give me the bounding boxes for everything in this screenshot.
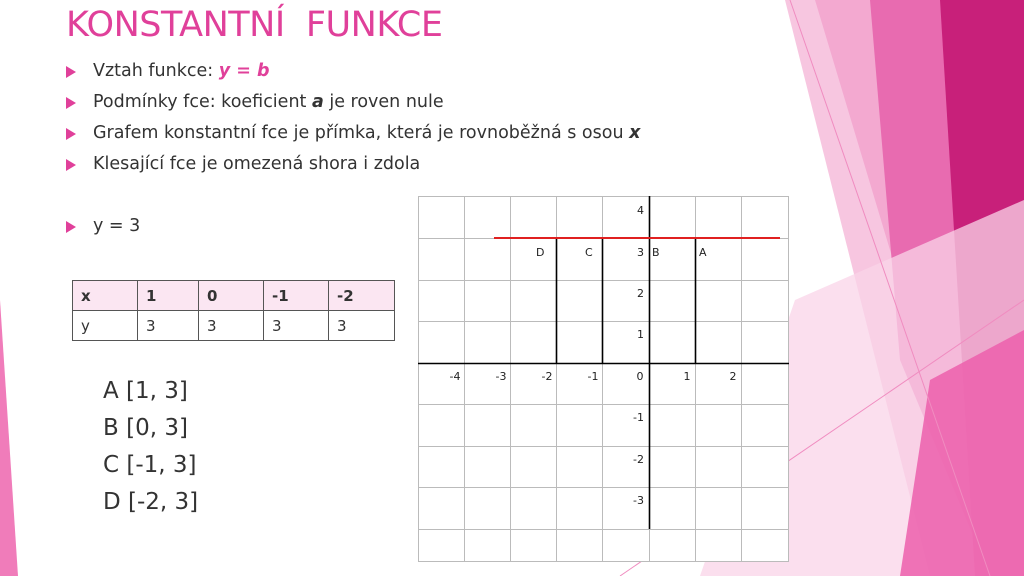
table-cell: y [73,311,138,341]
y-tick-label: 4 [637,204,644,217]
point-label-d: D [536,246,545,259]
bullet-relationship [66,56,640,87]
table-cell: -2 [329,281,395,311]
table-header-row [73,281,395,311]
table-cell: 3 [138,311,199,341]
y-tick-label: 3 [637,246,644,259]
bullet-text: Podmínky fce: koeficient [93,92,312,112]
coefficient-emphasis: a [311,92,324,112]
bullet-arrow-icon [66,221,76,233]
value-table [72,280,395,341]
point-label-b: B [652,246,660,259]
y-tick-label: 1 [637,328,644,341]
axis-emphasis: x [629,123,641,143]
table-cell: -1 [264,281,329,311]
table-row [73,311,395,341]
point-label-a: A [699,246,707,259]
table-cell: 3 [199,311,264,341]
bullet-text-suffix: je roven nule [323,92,444,112]
points-list [103,373,198,521]
point-label-c: C [585,246,593,259]
bullet-text: Klesající fce je omezená shora i zdola [93,154,421,174]
formula-emphasis: y = b [218,61,270,81]
table-cell: 1 [138,281,199,311]
x-tick-label: -2 [541,370,553,383]
bullet-arrow-icon [66,128,76,140]
bullet-arrow-icon [66,66,76,78]
bullet-text: y = 3 [93,216,141,236]
bullet-graph [66,118,640,149]
point-d: D [-2, 3] [103,489,199,515]
table-cell: 0 [199,281,264,311]
point-c: C [-1, 3] [103,452,197,478]
table-cell: 3 [329,311,395,341]
x-tick-label: 1 [683,370,691,383]
table-cell: x [73,281,138,311]
coordinate-graph [418,196,789,562]
x-tick-label: -3 [495,370,507,383]
y-tick-label: 2 [637,287,644,300]
y-tick-label: -1 [633,411,644,424]
x-tick-label: 2 [729,370,737,383]
bullet-conditions [66,87,640,118]
x-tick-label: -1 [587,370,599,383]
x-tick-label: -4 [449,370,461,383]
bullet-text: Vztah funkce: [93,61,219,81]
page-title: KONSTANTNÍ FUNKCE [66,5,443,45]
point-b: B [0, 3] [103,415,188,441]
y-tick-label: -2 [633,453,644,466]
table-cell: 3 [264,311,329,341]
y-tick-label: -3 [633,494,644,507]
bullet-arrow-icon [66,97,76,109]
bullet-bounded [66,149,640,180]
x-tick-label: 0 [636,370,644,383]
bullet-text: Grafem konstantní fce je přímka, která je rovnoběžná s osou [93,123,630,143]
bullet-arrow-icon [66,159,76,171]
point-a: A [1, 3] [103,378,188,404]
